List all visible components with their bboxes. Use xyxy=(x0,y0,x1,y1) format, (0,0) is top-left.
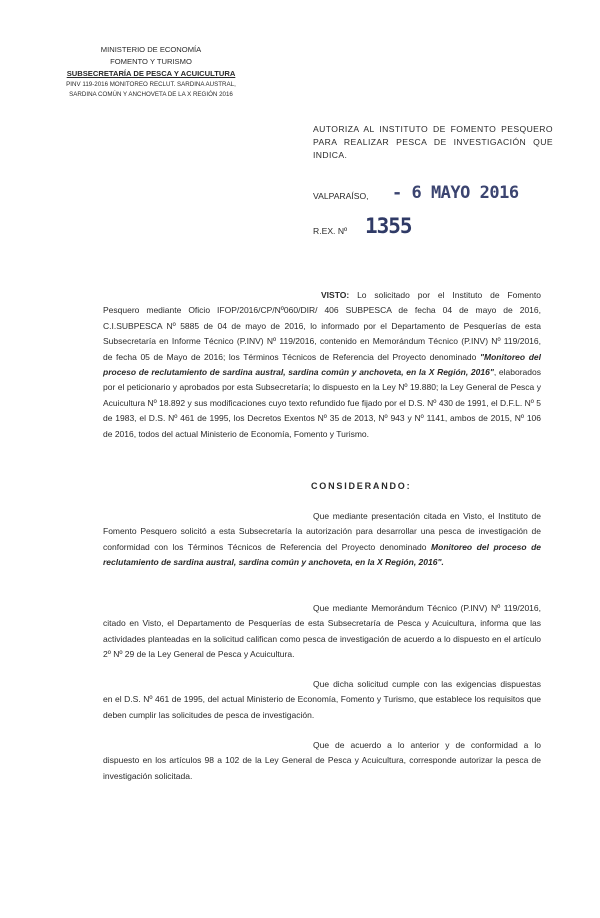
considerando-paragraph-4 xyxy=(103,738,541,784)
reference-line-2: SARDINA COMÚN Y ANCHOVETA DE LA X REGIÓN 2016 xyxy=(69,91,233,98)
visto-paragraph xyxy=(103,288,541,442)
ministry-name: MINISTERIO DE ECONOMÍA xyxy=(100,45,202,54)
ministry-subname: FOMENTO Y TURISMO xyxy=(110,57,192,66)
date-stamp: - 6 MAYO 2016 xyxy=(392,183,519,203)
considerando-paragraph-3 xyxy=(103,677,541,723)
considerando-1-text: Que mediante presentación citada en Visto, el Instituto de Fomento Pesquero solicitó a esta Subsecretaría la autorización para desarrollar una pesca de investigación de conformidad con los Términos Técnicos de Referencia del Proyecto denominado xyxy=(103,511,541,552)
considerando-paragraph-2 xyxy=(103,601,541,663)
considerando-1-project: Monitoreo del proceso de reclutamiento de sardina austral, sardina común y anchoveta, en la X Región, 2016". xyxy=(103,541,541,568)
resolution-subject: AUTORIZA AL INSTITUTO DE FOMENTO PESQUERO PARA REALIZAR PESCA DE INVESTIGACIÓN QUE INDICA. xyxy=(313,124,553,160)
reference-line-1: PINV 119-2016 MONITOREO RECLUT. SARDINA AUSTRAL, xyxy=(66,81,236,88)
visto-project-name: "Monitoreo del proceso de reclutamiento de sardina austral, sardina común y anchoveta, en la X Región, 2016" xyxy=(103,351,541,378)
considerando-paragraph-1 xyxy=(103,509,541,571)
considerando-4-text: Que de acuerdo a lo anterior y de conformidad a lo dispuesto en los artículos 98 a 102 de la Ley General de Pesca y Acuicultura, corresponde autorizar la pesca de investigación solicitada. xyxy=(103,740,541,781)
considerando-heading: CONSIDERANDO: xyxy=(311,481,412,491)
considerando-2-text: Que mediante Memorándum Técnico (P.INV) Nº 119/2016, citado en Visto, el Departamento de Pesquerías de esta Subsecretaría de Pesca y Acuicultura, informa que las actividades planteadas en la solicitud califican como pesca de investigación de acuerdo a lo dispuesto en el artículo 2º Nº 29 de la Ley General de Pesca y Acuicultura. xyxy=(103,603,541,660)
letterhead xyxy=(56,44,246,100)
visto-label: VISTO: xyxy=(321,290,350,300)
subsecretaria-name: SUBSECRETARÍA DE PESCA Y ACUICULTURA xyxy=(66,69,236,78)
resolution-label: R.EX. Nº xyxy=(313,226,348,236)
visto-text-2: , elaborados por el peticionario y aprobados por esta Subsecretaría; lo dispuesto en la Ley Nº 19.880; la Ley General de Pesca y Acuicultura Nº 18.892 y sus modificaciones cuyo texto refundido fue fijado por el D.S. Nº 430 de 1991, el D.F.L. Nº 5 de 1983, el D.S. Nº 461 de 1995, los Decretos Exentos Nº 35 de 2013, Nº 943 y Nº 1141, ambos de 2015, Nº 106 de 2016, todos del actual Ministerio de Economía, Fomento y Turismo. xyxy=(103,367,541,439)
place-label: VALPARAÍSO, xyxy=(313,191,369,201)
visto-text-1: Lo solicitado por el Instituto de Fomento Pesquero mediante Oficio IFOP/2016/CP/Nº060/DIR/ 406 SUBPESCA de fecha 04 de mayo de 2016, C.I.SUBPESCA Nº 5885 de 04 de mayo de 2016, lo informado por el Departamento de Pesquerías de esta Subsecretaría en Informe Técnico (P.INV) Nº 119/2016, contenido en Memorándum Técnico (P.INV) Nº 119/2016, de fecha 05 de Mayo de 2016; los Términos Técnicos de Referencia del Proyecto denominado xyxy=(103,290,541,362)
resolution-number-stamp: 1355 xyxy=(365,214,412,238)
considerando-3-text: Que dicha solicitud cumple con las exigencias dispuestas en el D.S. Nº 461 de 1995, del actual Ministerio de Economía, Fomento y Turismo, que establece los requisitos que deben cumplir las solicitudes de pesca de investigación. xyxy=(103,679,541,720)
